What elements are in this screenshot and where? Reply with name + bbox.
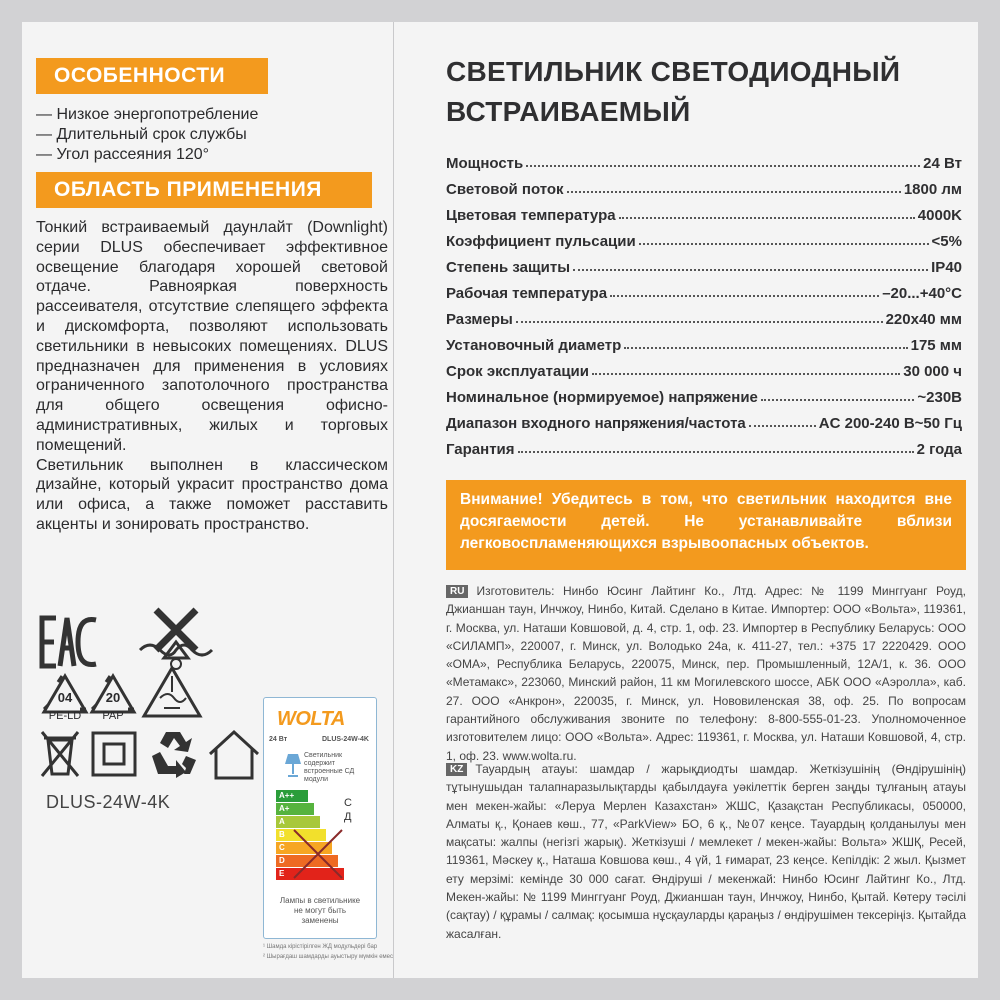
- spec-row: [446, 276, 962, 302]
- features-header: ОСОБЕННОСТИ: [36, 58, 268, 94]
- spec-row: [446, 406, 962, 432]
- spec-row: [446, 146, 962, 172]
- warning-box: Внимание! Убедитесь в том, что светильник находится вне досягаемости детей. Не устанавливайте вблизи легковоспламеняющихся взрывоопасных объектов.: [446, 480, 966, 570]
- spec-value: ~230В: [917, 389, 962, 406]
- spec-row: [446, 328, 962, 354]
- spec-label: Рабочая температура: [446, 285, 608, 302]
- spec-value: AC 200-240 В~50 Гц: [818, 415, 962, 432]
- spec-row: [446, 380, 962, 406]
- energy-label-bottom-note: Лампы в светильнике не могут быть заменены: [279, 896, 361, 925]
- spec-value: 1800 лм: [903, 181, 962, 198]
- description-paragraph: Светильник выполнен в классическом дизайне, который украсит пространство дома или офиса, а также поможет расставить акценты и зонировать пространство.: [36, 456, 388, 533]
- energy-label-note: Светильник содержит встроенные СД модули: [304, 752, 355, 783]
- spec-label: Световой поток: [446, 181, 564, 198]
- spec-row: [446, 250, 962, 276]
- ru-info-block: [446, 582, 966, 765]
- spec-label: Цветовая температура: [446, 207, 616, 224]
- ru-info-text: Изготовитель: Нинбо Юсинг Лайтинг Ко., Лтд. Адрес: № 1199 Минггуанг Роуд, Джианшан таун, Инчжоу, Нинбо, Китай. Сделано в Китае. Импортер: ООО «Вольта», 119361, г. Москва, ул. Наташи Ковшовой, д. 4, стр. 1, оф. 23. Импортер в Республику Беларусь: ООО «СИЛАМП», 220007, г. Минск, ул. Володько 24а, к. 411-27, тел.: +375 17 2220429. ООО «ОМА», Республика Беларусь, 220075, Минск, пер. Промышленный, 12А/1, к. 36. ООО «Метамакс», 223060, Минский район, 11 км Могилевского шоссе, АБК ООО «Аэролла», каб. 27. ООО «Анкрон», 220035, г. Минск, ул. Нововиленская 38, оф. 25. По вопросам гарантийного обслуживания звоните по телефону: 8-800-555-01-23. Уполномоченное изготовителем лицо: ООО «Вольта». Адрес: 119361, г. Москва, ул. Наташи Ковшовой, 4, стр. 1, оф. 23. www.wolta.ru.: [446, 584, 966, 763]
- feature-item: — Низкое энергопотребление: [36, 106, 259, 123]
- kz-badge: KZ: [446, 763, 467, 776]
- product-title: [446, 52, 966, 132]
- energy-class-bar: D: [276, 855, 338, 867]
- recycle-label: PE-LD: [48, 710, 82, 722]
- brand-logo: WOLTA: [277, 708, 345, 730]
- eac-mark-icon: [38, 614, 100, 675]
- energy-class-bar: B: [276, 829, 326, 841]
- energy-side-marks: С Д: [344, 797, 352, 823]
- kz-info-block: [446, 760, 966, 943]
- recycle-label: PAP: [102, 710, 124, 722]
- energy-class-bar: A: [276, 816, 320, 828]
- spec-label: Установочный диаметр: [446, 337, 622, 354]
- flammable-surface-icon: [140, 664, 204, 725]
- spec-value: IP40: [931, 259, 962, 276]
- energy-class-bar: A++: [276, 790, 308, 802]
- indoor-use-house-icon: [206, 726, 262, 787]
- ru-badge: RU: [446, 585, 468, 598]
- spec-row: [446, 224, 962, 250]
- spec-label: Срок эксплуатации: [446, 363, 589, 380]
- spec-row: [446, 432, 962, 458]
- spec-row: [446, 172, 962, 198]
- spec-label: Коэффициент пульсации: [446, 233, 636, 250]
- footnote: ² Шырағдаш шамдарды ауыстыру мүмкін емес: [263, 954, 394, 960]
- spec-label: Гарантия: [446, 441, 515, 458]
- spec-row: [446, 198, 962, 224]
- kz-info-text: Тауардың атауы: шамдар / жарықдиодты шамдар. Жеткізушінің (Өндірушінің) тұтынушыдан талапнаразылықтарды қабылдауға уәкілеттік берген заңды тұлғаның атауы мен мекен-жайы: «Леруа Мерлен Казахстан» ЖШС, Қазақстан Республикасы, 050000, Алматы қ., Қонаев көш., 77, «ParkView» БО, 6 қ., №07 кеңсе. Тауардың қолданылуы мен мақсаты: жалпы (негізгі жарық). Жеткізуші / мемлекет / мекен-жайы: Вольта» ЖШҚ, Ресей, 119361, Мәскеу қ., Наташа Ковшова көш., 4 үй, 1 ғимарат, 23 кеңсе. Кепілдік: 2 жыл. Қызмет ету мерзімі: кемінде 30 000 сағат. Өндіруші / мекенжай: Нинбо Юсинг Лайтинг Ко., Лтд. Мекен-жайы: № 1199 Минггуанг Роуд, Джианшан таун, Инчжоу, Нинбо, Қытай. Көтеру тәсілі (сақтау) / құрамы / салмақ: қосымша нұсқауларды қараңыз / өндірушімен тексеріңіз. Қытайда жасалған.: [446, 762, 966, 941]
- description-paragraph: Тонкий встраиваемый даунлайт (Downlight) серии DLUS обеспечивает эффективное освещение благодаря хорошей световой отдаче. Равнояркая поверхность рассеивателя, отсутствие слепящего эффекта и дискомфорта, позволяют использовать светильники в невысоких помещениях. DLUS предназначен для применения в условиях ограниченного запотолочного пространства для общего освещения офисно-административных, жилых и торговых помещений.: [36, 219, 388, 454]
- title-line: ВСТРАИВАЕМЫЙ: [446, 96, 691, 127]
- spec-value: –20...+40°C: [882, 285, 962, 302]
- energy-label-model: DLUS-24W-4K: [322, 736, 369, 743]
- title-line: СВЕТИЛЬНИК СВЕТОДИОДНЫЙ: [446, 56, 901, 87]
- spec-value: 175 мм: [910, 337, 962, 354]
- column-divider: [393, 22, 394, 978]
- recycle-code: 20: [105, 690, 121, 705]
- recycle-icon: [146, 728, 200, 785]
- feature-item: — Угол рассеяния 120°: [36, 146, 210, 163]
- spec-value: 220x40 мм: [885, 311, 962, 328]
- cross-out-icon: [290, 826, 346, 887]
- energy-class-bar: A+: [276, 803, 314, 815]
- energy-class-bar: C: [276, 842, 332, 854]
- footnote: ¹ Шамда кірістірілген ЖД модульдері бар: [263, 944, 378, 950]
- weee-bin-icon: [38, 728, 82, 785]
- feature-item: — Длительный срок службы: [36, 126, 247, 143]
- spec-label: Мощность: [446, 155, 524, 172]
- spec-value: 4000K: [917, 207, 962, 224]
- double-insulation-icon: [90, 730, 138, 783]
- energy-class-bar: E: [276, 868, 344, 880]
- lamp-icon: [284, 752, 302, 783]
- spec-value: 24 Вт: [923, 155, 962, 172]
- spec-label: Степень защиты: [446, 259, 571, 276]
- recycle-code: 04: [57, 690, 73, 705]
- usage-description: [36, 218, 388, 535]
- usage-header: ОБЛАСТЬ ПРИМЕНЕНИЯ: [36, 172, 372, 208]
- spec-row: [446, 354, 962, 380]
- specs-table: [446, 146, 962, 458]
- spec-value: <5%: [931, 233, 962, 250]
- features-list: [36, 105, 376, 165]
- model-code: DLUS-24W-4K: [46, 792, 171, 812]
- spec-label: Размеры: [446, 311, 513, 328]
- energy-label-power: 24 Вт: [269, 736, 288, 743]
- spec-value: 2 года: [916, 441, 962, 458]
- spec-value: 30 000 ч: [903, 363, 962, 380]
- spec-label: Диапазон входного напряжения/частота: [446, 415, 746, 432]
- spec-label: Номинальное (нормируемое) напряжение: [446, 389, 758, 406]
- spec-row: [446, 302, 962, 328]
